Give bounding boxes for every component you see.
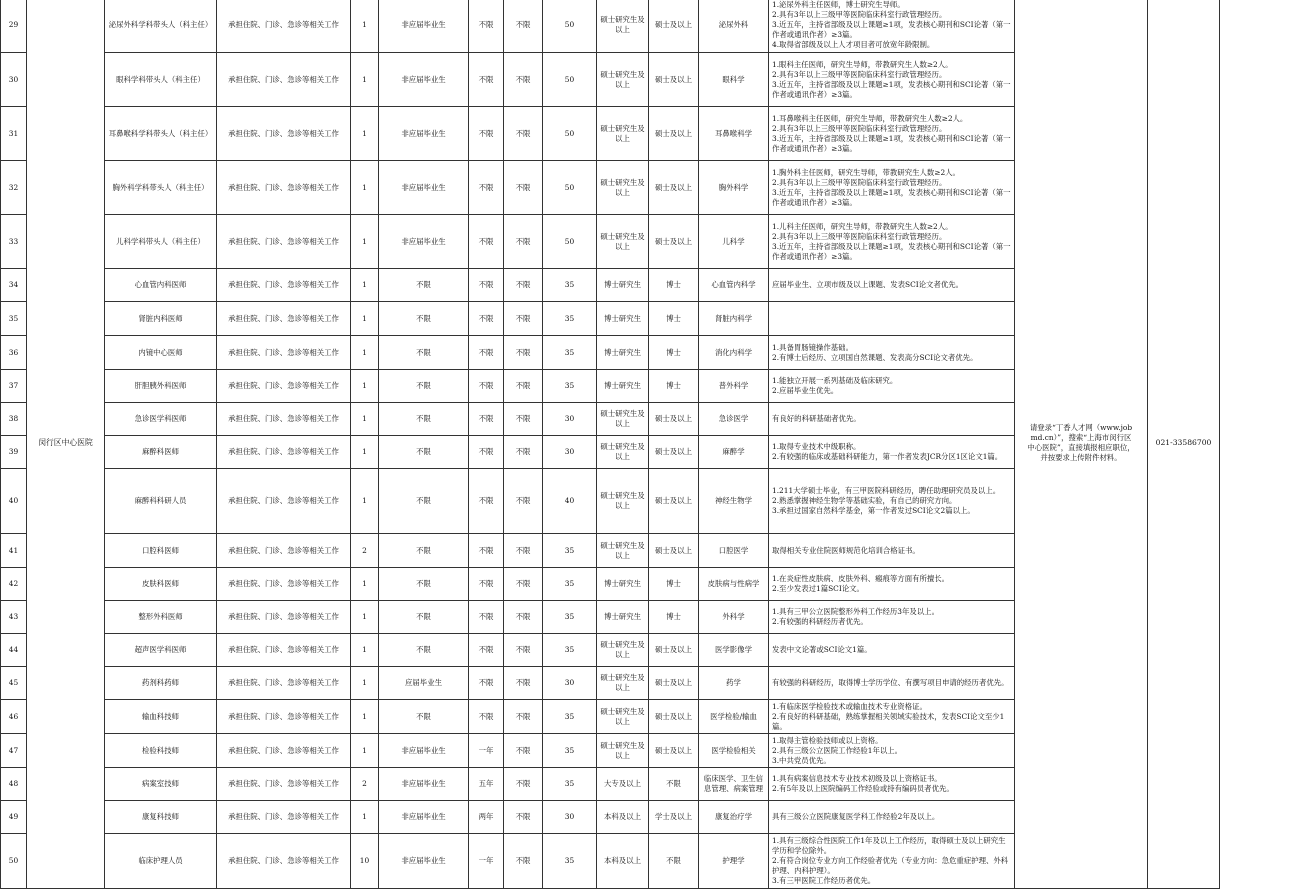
cell-political: 不限 xyxy=(504,700,543,734)
cell-type: 非应届毕业生 xyxy=(379,53,469,107)
cell-exp: 不限 xyxy=(469,0,504,53)
cell-num: 1 xyxy=(351,700,379,734)
cell-duty: 承担住院、门诊、急诊等相关工作 xyxy=(217,0,351,53)
cell-duty: 承担住院、门诊、急诊等相关工作 xyxy=(217,107,351,161)
cell-edu: 硕士研究生及以上 xyxy=(597,0,649,53)
cell-degree: 硕士及以上 xyxy=(649,161,699,215)
cell-degree: 博士 xyxy=(649,601,699,634)
cell-exp: 五年 xyxy=(469,768,504,801)
cell-no: 37 xyxy=(1,370,27,403)
cell-no: 38 xyxy=(1,403,27,436)
cell-duty: 承担住院、门诊、急诊等相关工作 xyxy=(217,834,351,889)
cell-type: 非应届毕业生 xyxy=(379,801,469,834)
cell-age: 30 xyxy=(543,403,597,436)
cell-duty: 承担住院、门诊、急诊等相关工作 xyxy=(217,801,351,834)
application-note: 请登录“丁香人才网（www.jobmd.cn）”，搜索“上海市闵行区中心医院”，直接填报相应职位，并按要求上传附件材料。 xyxy=(1015,0,1148,889)
cell-type: 非应届毕业生 xyxy=(379,0,469,53)
cell-age: 35 xyxy=(543,734,597,768)
cell-major: 临床医学、卫生信息管理、病案管理 xyxy=(699,768,769,801)
cell-type: 非应届毕业生 xyxy=(379,734,469,768)
cell-req: 有良好的科研基础者优先。 xyxy=(769,403,1015,436)
cell-duty: 承担住院、门诊、急诊等相关工作 xyxy=(217,568,351,601)
cell-degree: 硕士及以上 xyxy=(649,634,699,667)
cell-num: 1 xyxy=(351,336,379,370)
cell-no: 36 xyxy=(1,336,27,370)
table-row xyxy=(1,0,1299,53)
cell-edu: 硕士研究生及以上 xyxy=(597,667,649,700)
cell-major: 眼科学 xyxy=(699,53,769,107)
cell-political: 不限 xyxy=(504,53,543,107)
cell-degree: 学士及以上 xyxy=(649,801,699,834)
cell-duty: 承担住院、门诊、急诊等相关工作 xyxy=(217,667,351,700)
cell-post: 口腔科医师 xyxy=(105,534,217,568)
cell-type: 不限 xyxy=(379,370,469,403)
cell-age: 50 xyxy=(543,215,597,269)
cell-no: 40 xyxy=(1,469,27,534)
cell-no: 46 xyxy=(1,700,27,734)
cell-exp: 一年 xyxy=(469,734,504,768)
cell-degree: 博士 xyxy=(649,370,699,403)
cell-degree: 硕士及以上 xyxy=(649,469,699,534)
cell-major: 护理学 xyxy=(699,834,769,889)
cell-req xyxy=(769,302,1015,336)
cell-age: 35 xyxy=(543,302,597,336)
cell-edu: 硕士研究生及以上 xyxy=(597,107,649,161)
cell-no: 34 xyxy=(1,269,27,302)
cell-num: 1 xyxy=(351,161,379,215)
cell-post: 康复科技师 xyxy=(105,801,217,834)
cell-req: 1.具有三甲公立医院整形外科工作经历3年及以上。 2.有较强的科研经历者优先。 xyxy=(769,601,1015,634)
cell-post: 肝胆胰外科医师 xyxy=(105,370,217,403)
cell-age: 50 xyxy=(543,107,597,161)
cell-edu: 硕士研究生及以上 xyxy=(597,634,649,667)
cell-degree: 硕士及以上 xyxy=(649,700,699,734)
cell-type: 非应届毕业生 xyxy=(379,215,469,269)
cell-degree: 硕士及以上 xyxy=(649,436,699,469)
cell-political: 不限 xyxy=(504,634,543,667)
cell-no: 48 xyxy=(1,768,27,801)
cell-degree: 博士 xyxy=(649,568,699,601)
cell-political: 不限 xyxy=(504,370,543,403)
cell-exp: 不限 xyxy=(469,568,504,601)
cell-political: 不限 xyxy=(504,601,543,634)
cell-num: 1 xyxy=(351,403,379,436)
cell-num: 2 xyxy=(351,534,379,568)
cell-edu: 大专及以上 xyxy=(597,768,649,801)
cell-political: 不限 xyxy=(504,403,543,436)
cell-type: 不限 xyxy=(379,601,469,634)
cell-duty: 承担住院、门诊、急诊等相关工作 xyxy=(217,768,351,801)
cell-no: 47 xyxy=(1,734,27,768)
cell-no: 50 xyxy=(1,834,27,889)
cell-age: 35 xyxy=(543,768,597,801)
cell-type: 不限 xyxy=(379,469,469,534)
cell-degree: 硕士及以上 xyxy=(649,534,699,568)
cell-no: 42 xyxy=(1,568,27,601)
cell-political: 不限 xyxy=(504,302,543,336)
cell-major: 儿科学 xyxy=(699,215,769,269)
cell-major: 肾脏内科学 xyxy=(699,302,769,336)
cell-age: 35 xyxy=(543,370,597,403)
cell-type: 不限 xyxy=(379,568,469,601)
cell-type: 非应届毕业生 xyxy=(379,834,469,889)
cell-type: 不限 xyxy=(379,634,469,667)
cell-major: 消化内科学 xyxy=(699,336,769,370)
cell-req: 1.胸外科主任医师，研究生导师，带教研究生人数≥2人。 2.具有3年以上三级甲等医院临床科室行政管理经历。 3.近五年，主持省部级及以上课题≥1项，发表核心期刊和SCI论著（第一作者或通讯作者）≥3篇。 xyxy=(769,161,1015,215)
cell-post: 整形外科医师 xyxy=(105,601,217,634)
cell-edu: 博士研究生 xyxy=(597,601,649,634)
cell-req: 具有三级公立医院康复医学科工作经验2年及以上。 xyxy=(769,801,1015,834)
cell-political: 不限 xyxy=(504,215,543,269)
cell-political: 不限 xyxy=(504,0,543,53)
cell-edu: 博士研究生 xyxy=(597,336,649,370)
cell-post: 胸外科学科带头人（科主任） xyxy=(105,161,217,215)
cell-no: 32 xyxy=(1,161,27,215)
cell-exp: 不限 xyxy=(469,161,504,215)
cell-no: 30 xyxy=(1,53,27,107)
cell-degree: 硕士及以上 xyxy=(649,0,699,53)
cell-duty: 承担住院、门诊、急诊等相关工作 xyxy=(217,601,351,634)
cell-post: 麻醉科医师 xyxy=(105,436,217,469)
cell-req: 1.211大学硕士毕业，有三甲医院科研经历，聘任助理研究员及以上。 2.熟悉掌握神经生物学等基础实验，有自己的研究方向。 3.承担过国家自然科学基金，第一作者发过SCI论文2篇以上。 xyxy=(769,469,1015,534)
cell-type: 不限 xyxy=(379,534,469,568)
cell-edu: 博士研究生 xyxy=(597,302,649,336)
cell-post: 药剂科药师 xyxy=(105,667,217,700)
table-body xyxy=(1,0,1299,889)
cell-no: 33 xyxy=(1,215,27,269)
cell-exp: 不限 xyxy=(469,534,504,568)
cell-political: 不限 xyxy=(504,834,543,889)
cell-type: 不限 xyxy=(379,302,469,336)
cell-age: 35 xyxy=(543,269,597,302)
cell-req: 1.具备胃肠镜操作基础。 2.有博士后经历、立项国自然课题、发表高分SCI论文者优先。 xyxy=(769,336,1015,370)
cell-edu: 博士研究生 xyxy=(597,568,649,601)
cell-exp: 不限 xyxy=(469,336,504,370)
cell-age: 35 xyxy=(543,601,597,634)
cell-major: 麻醉学 xyxy=(699,436,769,469)
cell-exp: 不限 xyxy=(469,700,504,734)
cell-req: 应届毕业生、立项市级及以上课题、发表SCI论文者优先。 xyxy=(769,269,1015,302)
cell-exp: 两年 xyxy=(469,801,504,834)
cell-major: 泌尿外科 xyxy=(699,0,769,53)
cell-edu: 本科及以上 xyxy=(597,834,649,889)
cell-type: 非应届毕业生 xyxy=(379,768,469,801)
cell-post: 检验科技师 xyxy=(105,734,217,768)
cell-req: 1.具有病案信息技术专业技术初级及以上资格证书。 2.有5年及以上医院编码工作经验或持有编码员者优先。 xyxy=(769,768,1015,801)
cell-major: 口腔医学 xyxy=(699,534,769,568)
cell-exp: 不限 xyxy=(469,469,504,534)
cell-post: 麻醉科科研人员 xyxy=(105,469,217,534)
cell-major: 康复治疗学 xyxy=(699,801,769,834)
cell-exp: 一年 xyxy=(469,834,504,889)
cell-age: 40 xyxy=(543,469,597,534)
cell-political: 不限 xyxy=(504,161,543,215)
cell-type: 不限 xyxy=(379,269,469,302)
cell-type: 非应届毕业生 xyxy=(379,107,469,161)
cell-edu: 硕士研究生及以上 xyxy=(597,53,649,107)
cell-num: 1 xyxy=(351,302,379,336)
cell-no: 43 xyxy=(1,601,27,634)
cell-duty: 承担住院、门诊、急诊等相关工作 xyxy=(217,269,351,302)
cell-degree: 博士 xyxy=(649,336,699,370)
cell-edu: 硕士研究生及以上 xyxy=(597,700,649,734)
cell-age: 50 xyxy=(543,161,597,215)
cell-exp: 不限 xyxy=(469,269,504,302)
cell-num: 10 xyxy=(351,834,379,889)
cell-req: 1.泌尿外科主任医师，博士研究生导师。 2.具有3年以上三级甲等医院临床科室行政管理经历。 3.近五年，主持省部级及以上课题≥1项，发表核心期刊和SCI论著（第一作者或通讯作者）≥3篇。 4.取得省部级及以上人才项目者可放宽年龄限制。 xyxy=(769,0,1015,53)
cell-degree: 不限 xyxy=(649,768,699,801)
cell-req: 1.具有三级综合性医院工作1年及以上工作经历，取得硕士及以上研究生学历和学位除外。 2.有符合岗位专业方向工作经验者优先（专业方向：急危重症护理、外科护理、内科护理）。 3.有三甲医院工作经历者优先。 xyxy=(769,834,1015,889)
cell-exp: 不限 xyxy=(469,436,504,469)
cell-num: 1 xyxy=(351,269,379,302)
cell-age: 30 xyxy=(543,436,597,469)
cell-duty: 承担住院、门诊、急诊等相关工作 xyxy=(217,734,351,768)
cell-exp: 不限 xyxy=(469,53,504,107)
cell-major: 耳鼻喉科学 xyxy=(699,107,769,161)
cell-post: 肾脏内科医师 xyxy=(105,302,217,336)
cell-exp: 不限 xyxy=(469,107,504,161)
cell-exp: 不限 xyxy=(469,634,504,667)
cell-edu: 硕士研究生及以上 xyxy=(597,534,649,568)
cell-major: 外科学 xyxy=(699,601,769,634)
cell-duty: 承担住院、门诊、急诊等相关工作 xyxy=(217,403,351,436)
cell-num: 1 xyxy=(351,568,379,601)
cell-num: 1 xyxy=(351,634,379,667)
cell-major: 医学检验相关 xyxy=(699,734,769,768)
cell-age: 35 xyxy=(543,700,597,734)
cell-age: 35 xyxy=(543,336,597,370)
cell-duty: 承担住院、门诊、急诊等相关工作 xyxy=(217,161,351,215)
cell-no: 31 xyxy=(1,107,27,161)
cell-age: 30 xyxy=(543,801,597,834)
cell-degree: 博士 xyxy=(649,302,699,336)
cell-degree: 硕士及以上 xyxy=(649,215,699,269)
cell-type: 不限 xyxy=(379,700,469,734)
cell-political: 不限 xyxy=(504,107,543,161)
cell-exp: 不限 xyxy=(469,667,504,700)
cell-political: 不限 xyxy=(504,436,543,469)
cell-no: 41 xyxy=(1,534,27,568)
cell-no: 35 xyxy=(1,302,27,336)
cell-post: 耳鼻喉科学科带头人（科主任） xyxy=(105,107,217,161)
cell-political: 不限 xyxy=(504,469,543,534)
cell-age: 50 xyxy=(543,53,597,107)
cell-edu: 硕士研究生及以上 xyxy=(597,469,649,534)
cell-degree: 硕士及以上 xyxy=(649,667,699,700)
cell-post: 超声医学科医师 xyxy=(105,634,217,667)
cell-political: 不限 xyxy=(504,336,543,370)
cell-post: 急诊医学科医师 xyxy=(105,403,217,436)
cell-no: 49 xyxy=(1,801,27,834)
cell-major: 神经生物学 xyxy=(699,469,769,534)
cell-exp: 不限 xyxy=(469,601,504,634)
cell-post: 病案室技师 xyxy=(105,768,217,801)
cell-major: 胸外科学 xyxy=(699,161,769,215)
cell-major: 医学影像学 xyxy=(699,634,769,667)
cell-age: 35 xyxy=(543,534,597,568)
cell-duty: 承担住院、门诊、急诊等相关工作 xyxy=(217,370,351,403)
cell-duty: 承担住院、门诊、急诊等相关工作 xyxy=(217,215,351,269)
cell-major: 皮肤病与性病学 xyxy=(699,568,769,601)
cell-req: 1.眼科主任医师，研究生导师，带教研究生人数≥2人。 2.具有3年以上三级甲等医院临床科室行政管理经历。 3.近五年，主持省部级及以上课题≥1项，发表核心期刊和SCI论著（第一作者或通讯作者）≥3篇。 xyxy=(769,53,1015,107)
cell-post: 儿科学科带头人（科主任） xyxy=(105,215,217,269)
cell-exp: 不限 xyxy=(469,302,504,336)
cell-type: 不限 xyxy=(379,403,469,436)
cell-exp: 不限 xyxy=(469,215,504,269)
cell-num: 1 xyxy=(351,215,379,269)
cell-degree: 硕士及以上 xyxy=(649,403,699,436)
cell-exp: 不限 xyxy=(469,370,504,403)
cell-political: 不限 xyxy=(504,568,543,601)
cell-major: 普外科学 xyxy=(699,370,769,403)
cell-num: 1 xyxy=(351,667,379,700)
cell-duty: 承担住院、门诊、急诊等相关工作 xyxy=(217,469,351,534)
cell-political: 不限 xyxy=(504,667,543,700)
cell-edu: 硕士研究生及以上 xyxy=(597,161,649,215)
cell-degree: 硕士及以上 xyxy=(649,53,699,107)
cell-edu: 本科及以上 xyxy=(597,801,649,834)
cell-no: 44 xyxy=(1,634,27,667)
cell-num: 1 xyxy=(351,0,379,53)
cell-req: 1.取得主管检验技师或以上资格。 2.具有三级公立医院工作经验1年以上。 3.中共党员优先。 xyxy=(769,734,1015,768)
cell-age: 35 xyxy=(543,568,597,601)
cell-edu: 硕士研究生及以上 xyxy=(597,215,649,269)
cell-duty: 承担住院、门诊、急诊等相关工作 xyxy=(217,534,351,568)
cell-num: 1 xyxy=(351,469,379,534)
cell-post: 皮肤科医师 xyxy=(105,568,217,601)
contact-phone: 021-33586700 xyxy=(1148,0,1220,889)
cell-degree: 硕士及以上 xyxy=(649,734,699,768)
cell-political: 不限 xyxy=(504,768,543,801)
cell-num: 1 xyxy=(351,370,379,403)
cell-degree: 博士 xyxy=(649,269,699,302)
cell-political: 不限 xyxy=(504,534,543,568)
cell-req: 1.有临床医学检验技术或输血技术专业资格证。 2.有良好的科研基础，熟练掌握相关领域实验技术，发表SCI论文至少1篇。 xyxy=(769,700,1015,734)
cell-major: 心血管内科学 xyxy=(699,269,769,302)
cell-duty: 承担住院、门诊、急诊等相关工作 xyxy=(217,436,351,469)
cell-req: 1.取得专业技术中级职称。 2.有较强的临床或基础科研能力，第一作者发表JCR分区1区论文1篇。 xyxy=(769,436,1015,469)
cell-req: 发表中文论著或SCI论文1篇。 xyxy=(769,634,1015,667)
cell-type: 非应届毕业生 xyxy=(379,161,469,215)
cell-age: 35 xyxy=(543,834,597,889)
cell-edu: 硕士研究生及以上 xyxy=(597,403,649,436)
cell-age: 30 xyxy=(543,667,597,700)
cell-post: 眼科学科带头人（科主任） xyxy=(105,53,217,107)
cell-duty: 承担住院、门诊、急诊等相关工作 xyxy=(217,336,351,370)
cell-type: 不限 xyxy=(379,436,469,469)
cell-age: 35 xyxy=(543,634,597,667)
cell-post: 心血管内科医师 xyxy=(105,269,217,302)
cell-age: 50 xyxy=(543,0,597,53)
cell-type: 应届毕业生 xyxy=(379,667,469,700)
cell-req: 有较强的科研经历，取得博士学历学位、有撰写项目申请的经历者优先。 xyxy=(769,667,1015,700)
cell-post: 临床护理人员 xyxy=(105,834,217,889)
cell-req: 1.在炎症性皮肤病、皮肤外科、瘢痕等方面有所擅长。 2.至少发表过1篇SCI论文。 xyxy=(769,568,1015,601)
cell-exp: 不限 xyxy=(469,403,504,436)
cell-degree: 硕士及以上 xyxy=(649,107,699,161)
cell-num: 1 xyxy=(351,801,379,834)
cell-num: 1 xyxy=(351,53,379,107)
cell-duty: 承担住院、门诊、急诊等相关工作 xyxy=(217,700,351,734)
cell-major: 药学 xyxy=(699,667,769,700)
cell-no: 45 xyxy=(1,667,27,700)
cell-edu: 博士研究生 xyxy=(597,370,649,403)
cell-req: 1.耳鼻喉科主任医师，研究生导师，带教研究生人数≥2人。 2.具有3年以上三级甲等医院临床科室行政管理经历。 3.近五年，主持省部级及以上课题≥1项，发表核心期刊和SCI论著（第一作者或通讯作者）≥3篇。 xyxy=(769,107,1015,161)
hiring-unit: 闵行区中心医院 xyxy=(27,0,105,889)
cell-degree: 不限 xyxy=(649,834,699,889)
cell-num: 1 xyxy=(351,601,379,634)
cell-post: 泌尿外科学科带头人（科主任） xyxy=(105,0,217,53)
cell-duty: 承担住院、门诊、急诊等相关工作 xyxy=(217,302,351,336)
cell-edu: 博士研究生 xyxy=(597,269,649,302)
cell-post: 输血科技师 xyxy=(105,700,217,734)
cell-duty: 承担住院、门诊、急诊等相关工作 xyxy=(217,634,351,667)
cell-no: 29 xyxy=(1,0,27,53)
cell-edu: 硕士研究生及以上 xyxy=(597,734,649,768)
cell-num: 1 xyxy=(351,436,379,469)
cell-political: 不限 xyxy=(504,269,543,302)
cell-type: 不限 xyxy=(379,336,469,370)
cell-political: 不限 xyxy=(504,734,543,768)
cell-req: 1.儿科主任医师，研究生导师，带教研究生人数≥2人。 2.具有3年以上三级甲等医院临床科室行政管理经历。 3.近五年，主持省部级及以上课题≥1项，发表核心期刊和SCI论著（第一作者或通讯作者）≥3篇。 xyxy=(769,215,1015,269)
cell-major: 医学检验/输血 xyxy=(699,700,769,734)
cell-political: 不限 xyxy=(504,801,543,834)
cell-post: 内镜中心医师 xyxy=(105,336,217,370)
cell-major: 急诊医学 xyxy=(699,403,769,436)
cell-no: 39 xyxy=(1,436,27,469)
cell-req: 取得相关专业住院医师规范化培训合格证书。 xyxy=(769,534,1015,568)
cell-req: 1.能独立开展一系列基础及临床研究。 2.应届毕业生优先。 xyxy=(769,370,1015,403)
cell-num: 1 xyxy=(351,734,379,768)
cell-edu: 硕士研究生及以上 xyxy=(597,436,649,469)
cell-duty: 承担住院、门诊、急诊等相关工作 xyxy=(217,53,351,107)
cell-num: 1 xyxy=(351,107,379,161)
cell-num: 2 xyxy=(351,768,379,801)
